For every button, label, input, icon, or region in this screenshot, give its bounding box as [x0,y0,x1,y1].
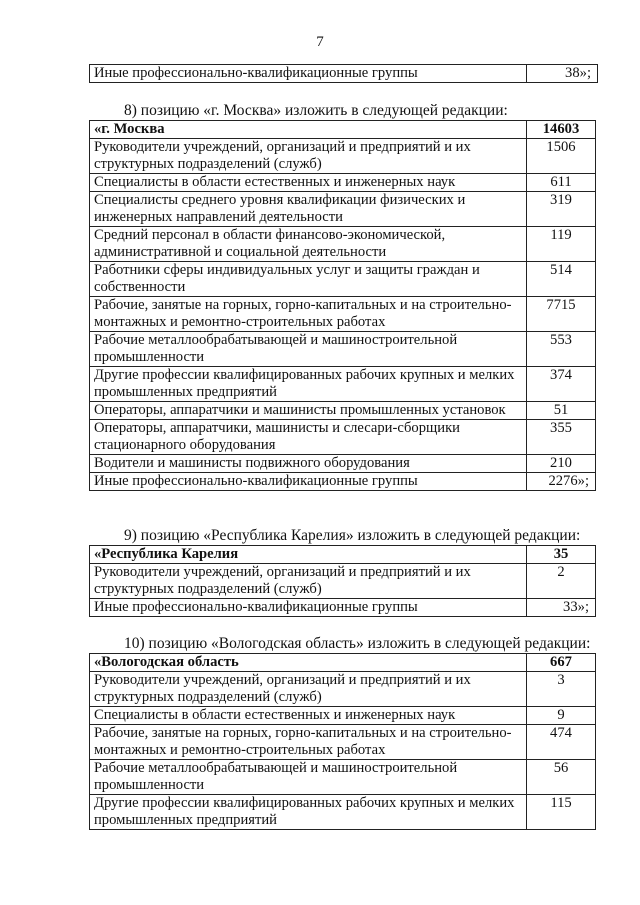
table-row [90,367,596,402]
occupation-count: 2 [527,564,596,599]
table-row [90,455,596,473]
occupation-name: Рабочие, занятые на горных, горно-капитальных и на строительно-монтажных и ремонтно-строительных работах [90,725,527,760]
section-intro-moscow: 8) позицию «г. Москва» изложить в следующей редакции: [124,102,508,119]
occupation-name: Специалисты в области естественных и инженерных наук [90,174,527,192]
occupation-name: Иные профессионально-квалификационные группы [90,473,527,491]
occupation-name: Руководители учреждений, организаций и предприятий и их структурных подразделений (служб) [90,139,527,174]
table-vologda [89,653,596,830]
occupation-name: Рабочие металлообрабатывающей и машиностроительной промышленности [90,760,527,795]
occupation-name: Средний персонал в области финансово-экономической, административной и социальной деятельности [90,227,527,262]
table-row [90,174,596,192]
table-header-row [90,546,596,564]
occupation-count: 51 [527,402,596,420]
region-name: «Республика Карелия [90,546,527,564]
occupation-count: 210 [527,455,596,473]
occupation-count: 319 [527,192,596,227]
region-name: «Вологодская область [90,654,527,672]
occupation-count: 2276»; [527,473,596,491]
region-total: 667 [527,654,596,672]
occupation-count: 374 [527,367,596,402]
occupation-count: 38»; [527,65,598,83]
region-total: 35 [527,546,596,564]
occupation-count: 355 [527,420,596,455]
table-row [90,672,596,707]
table-row [90,707,596,725]
occupation-name: Операторы, аппаратчики, машинисты и слесари-сборщики стационарного оборудования [90,420,527,455]
occupation-name: Другие профессии квалифицированных рабочих крупных и мелких промышленных предприятий [90,795,527,830]
table-row [90,227,596,262]
occupation-name: Рабочие металлообрабатывающей и машиностроительной промышленности [90,332,527,367]
occupation-count: 611 [527,174,596,192]
occupation-name: Водители и машинисты подвижного оборудования [90,455,527,473]
region-total: 14603 [527,121,596,139]
occupation-count: 553 [527,332,596,367]
occupation-name: Операторы, аппаратчики и машинисты промышленных установок [90,402,527,420]
table-row [90,332,596,367]
occupation-name: Специалисты среднего уровня квалификации физических и инженерных направлений деятельности [90,192,527,227]
table-row [90,473,596,491]
region-name: «г. Москва [90,121,527,139]
occupation-name: Руководители учреждений, организаций и предприятий и их структурных подразделений (служб) [90,672,527,707]
occupation-name: Другие профессии квалифицированных рабочих крупных и мелких промышленных предприятий [90,367,527,402]
occupation-count: 56 [527,760,596,795]
occupation-count: 474 [527,725,596,760]
occupation-count: 7715 [527,297,596,332]
page-number: 7 [316,34,324,50]
occupation-count: 119 [527,227,596,262]
section-intro-karelia: 9) позицию «Республика Карелия» изложить в следующей редакции: [124,527,581,544]
table-row [90,192,596,227]
table-karelia [89,545,596,617]
section-intro-vologda: 10) позицию «Вологодская область» изложить в следующей редакции: [124,635,591,652]
table-row [90,139,596,174]
table-moscow [89,120,596,491]
table-row [90,760,596,795]
table-row [90,65,598,83]
occupation-name: Иные профессионально-квалификационные группы [90,599,527,617]
table-row [90,402,596,420]
occupation-count: 3 [527,672,596,707]
occupation-name: Рабочие, занятые на горных, горно-капитальных и на строительно-монтажных и ремонтно-строительных работах [90,297,527,332]
occupation-count: 514 [527,262,596,297]
occupation-count: 1506 [527,139,596,174]
occupation-count: 33»; [527,599,596,617]
occupation-count: 9 [527,707,596,725]
occupation-name: Руководители учреждений, организаций и предприятий и их структурных подразделений (служб) [90,564,527,599]
table-row [90,599,596,617]
table-row [90,420,596,455]
occupation-name: Работники сферы индивидуальных услуг и защиты граждан и собственности [90,262,527,297]
table-header-row [90,121,596,139]
table-row [90,795,596,830]
table-row [90,297,596,332]
occupation-count: 115 [527,795,596,830]
table-row [90,262,596,297]
table-header-row [90,654,596,672]
continuation-table [89,64,598,83]
table-row [90,564,596,599]
table-row [90,725,596,760]
occupation-name: Иные профессионально-квалификационные группы [90,65,527,83]
occupation-name: Специалисты в области естественных и инженерных наук [90,707,527,725]
